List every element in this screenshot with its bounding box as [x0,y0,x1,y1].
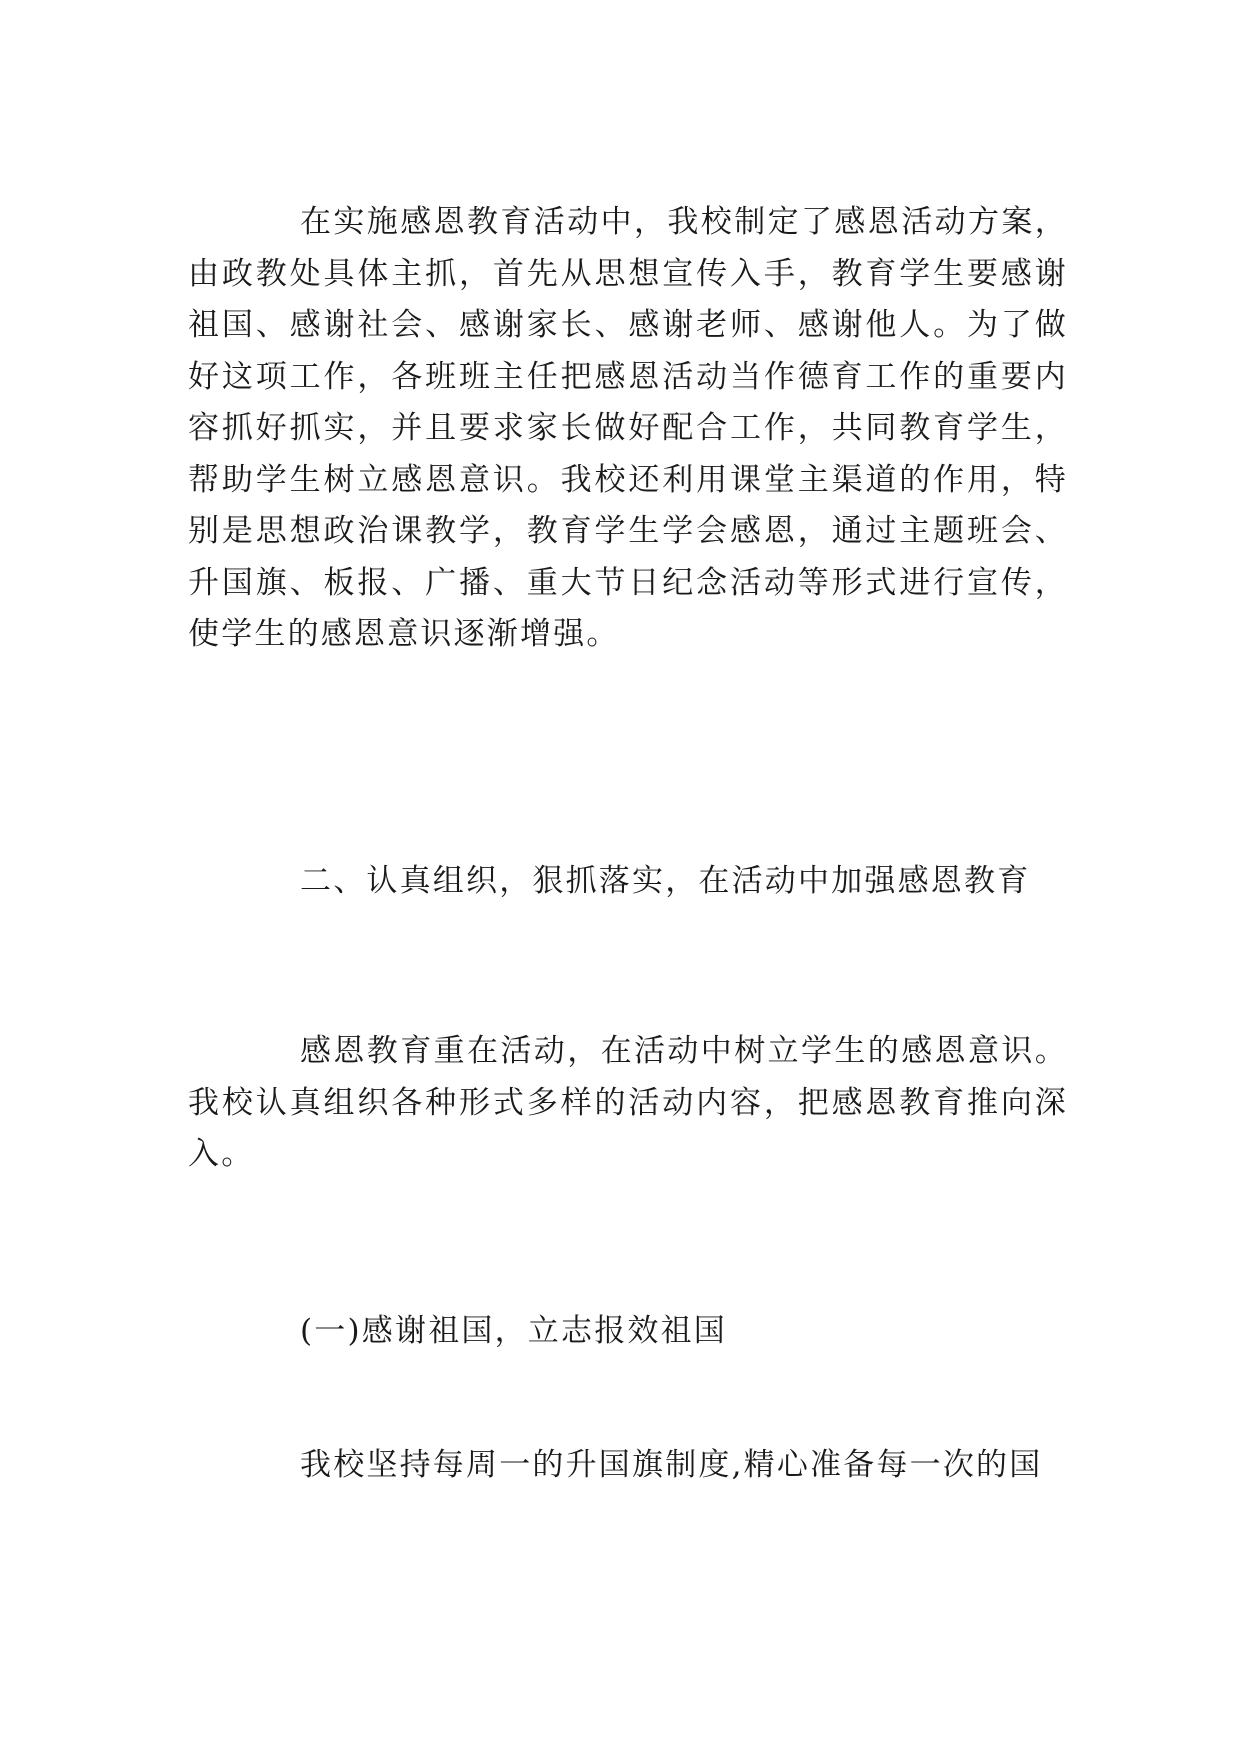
body-paragraph: 感恩教育重在活动，在活动中树立学生的感恩意识。我校认真组织各种形式多样的活动内容，把感恩教育推向深入。 [188,1033,1068,1172]
section-heading: 二、认真组织，狠抓落实，在活动中加强感恩教育 [300,863,1031,899]
body-paragraph: 我校坚持每周一的升国旗制度,精心准备每一次的国 [300,1447,1043,1483]
subsection-heading: (一)感谢祖国，立志报效祖国 [300,1313,727,1349]
body-paragraph: 在实施感恩教育活动中，我校制定了感恩活动方案，由政教处具体主抓，首先从思想宣传入手，教育学生要感谢祖国、感谢社会、感谢家长、感谢老师、感谢他人。为了做好这项工作，各班班主任把感恩活动当作德育工作的重要内容抓好抓实，并且要求家长做好配合工作，共同教育学生，帮助学生树立感恩意识。我校还利用课堂主渠道的作用，特别是思想政治课教学，教育学生学会感恩，通过主题班会、升国旗、板报、广播、重大节日纪念活动等形式进行宣传，使学生的感恩意识逐渐增强。 [188,204,1068,652]
